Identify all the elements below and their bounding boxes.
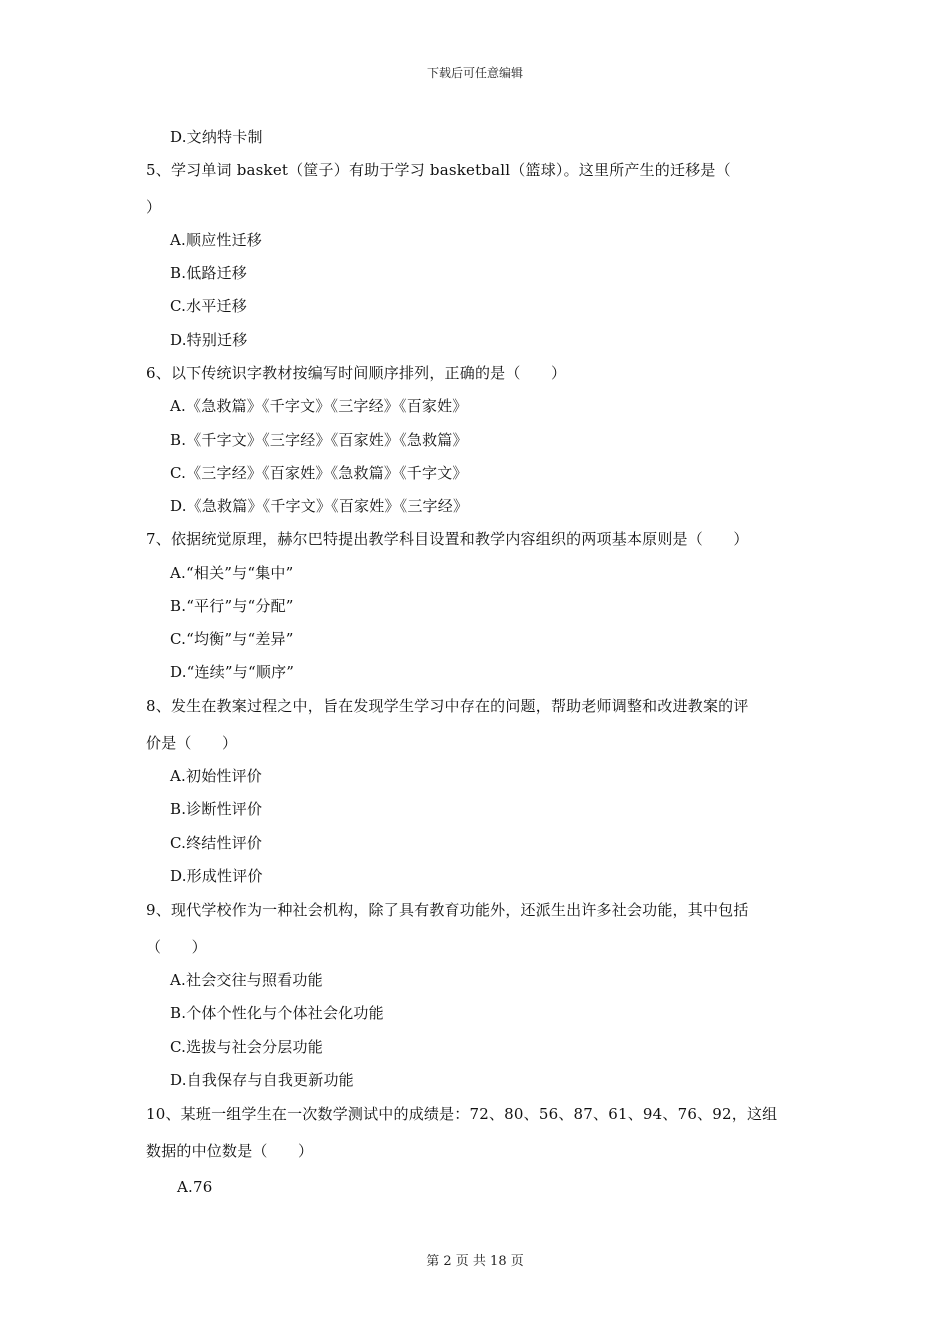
option-text: D.“连续”与“顺序”: [170, 663, 295, 681]
question-text: 6、以下传统识字教材按编写时间顺序排列，正确的是（ ）: [146, 364, 567, 382]
option-text: D.形成性评价: [170, 867, 263, 885]
option-text: A.“相关”与“集中”: [170, 564, 294, 582]
question-text: 数据的中位数是（ ）: [146, 1142, 314, 1160]
option-text: A.76: [177, 1178, 213, 1196]
question-text: 价是（ ）: [146, 734, 238, 752]
option-text: B.低路迁移: [170, 264, 247, 282]
question-text: 5、学习单词 basket（筐子）有助于学习 basketball（篮球）。这里所产生的迁移是（: [146, 161, 731, 179]
page-footer: 第 2 页 共 18 页: [426, 1254, 524, 1269]
option-text: A.顺应性迁移: [170, 231, 263, 249]
option-text: D.文纳特卡制: [170, 128, 263, 146]
option-text: C.终结性评价: [170, 834, 263, 852]
option-text: A.社会交往与照看功能: [170, 971, 323, 989]
option-text: C.选拔与社会分层功能: [170, 1038, 323, 1056]
option-text: B.诊断性评价: [170, 800, 263, 818]
question-text: （ ）: [146, 938, 207, 956]
option-text: D.特别迁移: [170, 331, 248, 349]
option-text: B.《千字文》《三字经》《百家姓》《急救篇》: [170, 431, 468, 449]
option-text: D.《急救篇》《千字文》《百家姓》《三字经》: [170, 497, 469, 515]
question-text: 8、发生在教案过程之中，旨在发现学生学习中存在的问题，帮助老师调整和改进教案的评: [146, 697, 749, 715]
option-text: A.《急救篇》《千字文》《三字经》《百家姓》: [170, 397, 468, 415]
option-text: B.“平行”与“分配”: [170, 597, 294, 615]
option-text: C.水平迁移: [170, 297, 247, 315]
question-text: 9、现代学校作为一种社会机构，除了具有教育功能外，还派生出许多社会功能，其中包括: [146, 901, 749, 919]
option-text: D.自我保存与自我更新功能: [170, 1071, 354, 1089]
option-text: C.《三字经》《百家姓》《急救篇》《千字文》: [170, 464, 468, 482]
question-text: 10、某班一组学生在一次数学测试中的成绩是：72、80、56、87、61、94、76、92，这组: [146, 1105, 778, 1123]
question-text: 7、依据统觉原理，赫尔巴特提出教学科目设置和教学内容组织的两项基本原则是（ ）: [146, 530, 749, 548]
page-header: 下载后可任意编辑: [426, 66, 523, 80]
option-text: C.“均衡”与“差异”: [170, 630, 294, 648]
option-text: B.个体个性化与个体社会化功能: [170, 1004, 384, 1022]
question-text: ）: [146, 198, 162, 216]
option-text: A.初始性评价: [170, 767, 263, 785]
